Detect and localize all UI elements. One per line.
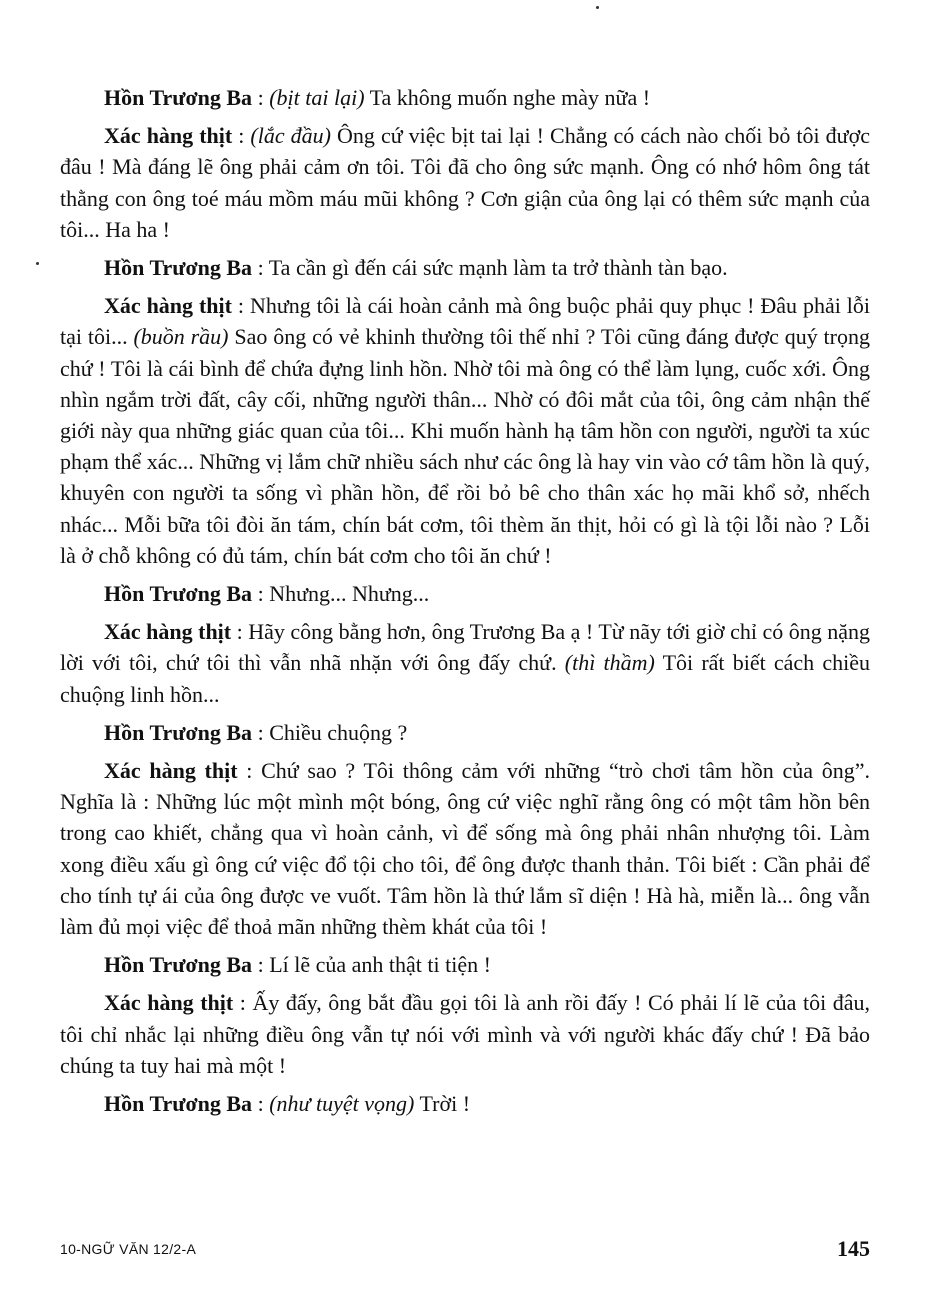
dialogue-line [60,987,870,1081]
speaker-separator: : [252,1091,270,1117]
dialogue-line [60,717,870,748]
speaker-name: Hồn Trương Ba [104,1091,253,1117]
dialogue-text [60,82,870,1126]
scan-speck [596,6,599,9]
speaker-separator: : [252,85,270,110]
speaker-separator: : [231,293,250,319]
speaker-separator: : [252,952,270,978]
dialogue-line [60,252,870,283]
stage-direction: (bịt tai lại) [269,85,365,110]
scan-speck [36,262,39,265]
dialogue-line [60,1088,870,1119]
dialogue-line [60,949,870,980]
speech-text: Nhưng... Nhưng... [269,581,430,607]
stage-direction: (như tuyệt vọng) [269,1091,415,1117]
dialogue-line [60,755,870,942]
stage-direction: (thì thầm) [564,650,655,676]
speaker-name: Hồn Trương Ba [104,719,253,745]
speaker-name: Xác hàng thịt [104,990,234,1016]
speech-text: Tôi rất biết cách chiều chuộng linh hồn... [60,650,870,707]
speech-text: Chứ sao ? Tôi thông cảm với những “trò chơi tâm hồn của ông”. Nghĩa là : Những lúc một mình một bóng, ông cứ việc nghĩ rằng ông có một tâm hồn bên trong cao khiết, chẳng qua vì hoàn cảnh, vì để sống mà ông phải nhân nhượng tôi. Làm xong điều xấu gì ông cứ việc đổ tội cho tôi, để ông được thanh thản. Tôi biết : Cần phải để cho tính tự ái của ông được ve vuốt. Tâm hồn là thứ lắm sĩ diện ! Hà hà, miễn là... ông vẫn làm đủ mọi việc để thoả mãn những thèm khát của tôi ! [60,758,871,940]
speaker-name: Hồn Trương Ba [104,255,253,281]
speech-text: Ông cứ việc bịt tai lại ! Chẳng có cách nào chối bỏ tôi được đâu ! Mà đáng lẽ ông phải cảm ơn tôi. Tôi đã cho ông sức mạnh. Ông có nhớ hôm ông tát thằng con ông toé máu mồm máu mũi không ? Cơn giận của ông lại có thêm sức mạnh của tôi... Ha ha ! [60,123,871,242]
speech-text: Ta không muốn nghe mày nữa ! [364,85,651,110]
footer-book-code: 10-NGỮ VĂN 12/2-A [60,1241,197,1257]
speaker-name: Hồn Trương Ba [104,952,253,978]
page-number: 145 [837,1236,870,1261]
speaker-name: Hồn Trương Ba [104,581,253,607]
speech-text: Ấy đấy, ông bắt đầu gọi tôi là anh rồi đấy ! Có phải lí lẽ của tôi đâu, tôi chỉ nhắc lại những điều ông vẫn tự nói với mình và với người khác đấy chứ ! Đã bảo chúng ta tuy hai mà một ! [60,990,870,1078]
speech-text: Ta cần gì đến cái sức mạnh làm ta trở thành tàn bạo. [268,255,728,281]
dialogue-line [60,290,870,571]
speaker-separator: : [252,581,270,607]
speech-text: Hãy công bằng hơn, ông Trương Ba ạ ! Từ nãy tới giờ chỉ có ông nặng lời với tôi, chứ tôi thì vẫn nhã nhặn với ông đấy chứ. [60,619,870,676]
speaker-name: Xác hàng thịt [104,758,238,784]
speaker-name: Xác hàng thịt [104,293,232,319]
speaker-separator: : [232,123,251,149]
dialogue-line [60,578,870,609]
speech-text: Sao ông có vẻ khinh thường tôi thế nhỉ ? Tôi cũng đáng được quý trọng chứ ! Tôi là cái bình để chứa đựng linh hồn. Nhờ tôi mà ông có thể làm lụng, cuốc xới. Ông nhìn ngắm trời đất, cây cối, những người thân... Nhờ có đôi mắt của tôi, ông cảm nhận thế giới này qua những giác quan của tôi... Khi muốn hành hạ tâm hồn con người, người ta xúc phạm thể xác... Những vị lắm chữ nhiều sách như các ông là hay vin vào cớ tâm hồn là quý, khuyên con người ta sống vì phần hồn, để rồi bỏ bê cho thân xác họ mãi khổ sở, nhếch nhác... Mỗi bữa tôi đòi ăn tám, chín bát cơm, tôi thèm ăn thịt, hỏi có gì là tội lỗi nào ? Lỗi là ở chỗ không có đủ tám, chín bát cơm cho tôi ăn chứ ! [60,324,870,568]
speaker-name: Hồn Trương Ba [104,85,253,110]
dialogue-line [60,616,870,710]
speaker-separator: : [237,758,262,784]
speech-text: Trời ! [414,1091,471,1117]
dialogue-line [60,82,870,113]
speaker-separator: : [252,719,270,745]
speech-text: Nhưng tôi là cái hoàn cảnh mà ông buộc phải quy phục ! Đâu phải lỗi tại tôi... [60,293,870,350]
stage-direction: (lắc đầu) [250,123,331,149]
speaker-separator: : [252,255,269,281]
speaker-separator: : [231,619,249,645]
stage-direction: (buồn rầu) [133,324,229,350]
speaker-name: Xác hàng thịt [104,619,232,645]
speech-text: Lí lẽ của anh thật ti tiện ! [269,952,491,978]
speaker-name: Xác hàng thịt [104,123,233,149]
dialogue-line [60,120,870,245]
speech-text: Chiều chuộng ? [269,719,408,745]
speaker-separator: : [233,990,253,1016]
